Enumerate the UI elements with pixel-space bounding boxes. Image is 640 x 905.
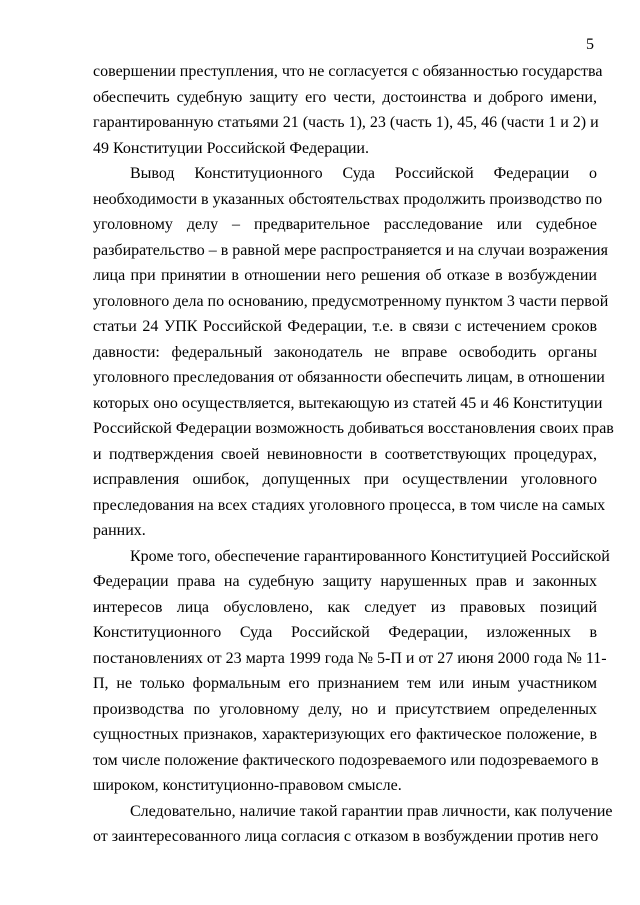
text-line: исправления ошибок, допущенных при осуществлении уголовного xyxy=(93,471,597,488)
text-line: гарантированную статьями 21 (часть 1), 23 (часть 1), 45, 46 (части 1 и 2) и xyxy=(93,114,599,131)
text-line: уголовного преследования от обязанности обеспечить лицам, в отношении xyxy=(93,369,605,386)
document-body xyxy=(93,59,614,850)
paragraph xyxy=(93,59,603,161)
text-line: Вывод Конституционного Суда Российской Федерации о xyxy=(130,165,597,182)
text-line: постановлениях от 23 марта 1999 года № 5-П и от 27 июня 2000 года № 11- xyxy=(93,649,607,667)
text-line: производства по уголовному делу, но и присутствием определенных xyxy=(93,700,597,718)
text-line: преследования на всех стадиях уголовного процесса, в том числе на самых xyxy=(93,496,606,514)
text-line: совершении преступления, что не согласуется с обязанностью государства xyxy=(93,63,603,80)
text-line: Следовательно, наличие такой гарантии прав личности, как получение xyxy=(130,802,613,820)
text-line: необходимости в указанных обстоятельствах продолжить производство по xyxy=(93,190,603,208)
text-line: давности: федеральный законодатель не вправе освободить органы xyxy=(93,343,597,361)
paragraph xyxy=(93,544,610,799)
text-line: П, не только формальным его признанием тем или иным участником xyxy=(93,675,597,692)
text-line: Конституционного Суда Российской Федерации, изложенных в xyxy=(93,624,597,641)
text-line: статьи 24 УПК Российской Федерации, т.е. в связи с истечением сроков xyxy=(93,318,597,335)
text-line: разбирательство – в равной мере распространяется и на случаи возражения xyxy=(93,241,608,259)
text-line: ранних. xyxy=(93,522,146,539)
text-line: обеспечить судебную защиту его чести, достоинства и доброго имени, xyxy=(93,88,597,106)
text-line: широком, конституционно-правовом смысле. xyxy=(93,777,402,794)
text-line: и подтверждения своей невиновности в соответствующих процедурах, xyxy=(93,445,597,463)
text-line: от заинтересованного лица согласия с отказом в возбуждении против него xyxy=(93,828,599,845)
text-line: Российской Федерации возможность добиваться восстановления своих прав xyxy=(93,420,614,437)
text-line: сущностных признаков, характеризующих его фактическое положение, в xyxy=(93,726,597,743)
text-line: уголовному делу – предварительное расследование или судебное xyxy=(93,216,597,233)
text-line: Федерации права на судебную защиту нарушенных прав и законных xyxy=(93,573,597,590)
paragraph xyxy=(93,161,614,544)
paragraph xyxy=(93,799,613,850)
text-line: лица при принятии в отношении него решения об отказе в возбуждении xyxy=(93,267,597,284)
text-line: уголовного дела по основанию, предусмотренному пунктом 3 части первой xyxy=(93,292,609,310)
text-line: которых оно осуществляется, вытекающую из статей 45 и 46 Конституции xyxy=(93,394,603,412)
text-line: том числе положение фактического подозреваемого или подозреваемого в xyxy=(93,751,599,769)
text-line: интересов лица обусловлено, как следует из правовых позиций xyxy=(93,598,597,616)
text-line: 49 Конституции Российской Федерации. xyxy=(93,139,369,157)
page-number: 5 xyxy=(586,36,594,53)
text-line: Кроме того, обеспечение гарантированного Конституцией Российской xyxy=(130,547,610,565)
